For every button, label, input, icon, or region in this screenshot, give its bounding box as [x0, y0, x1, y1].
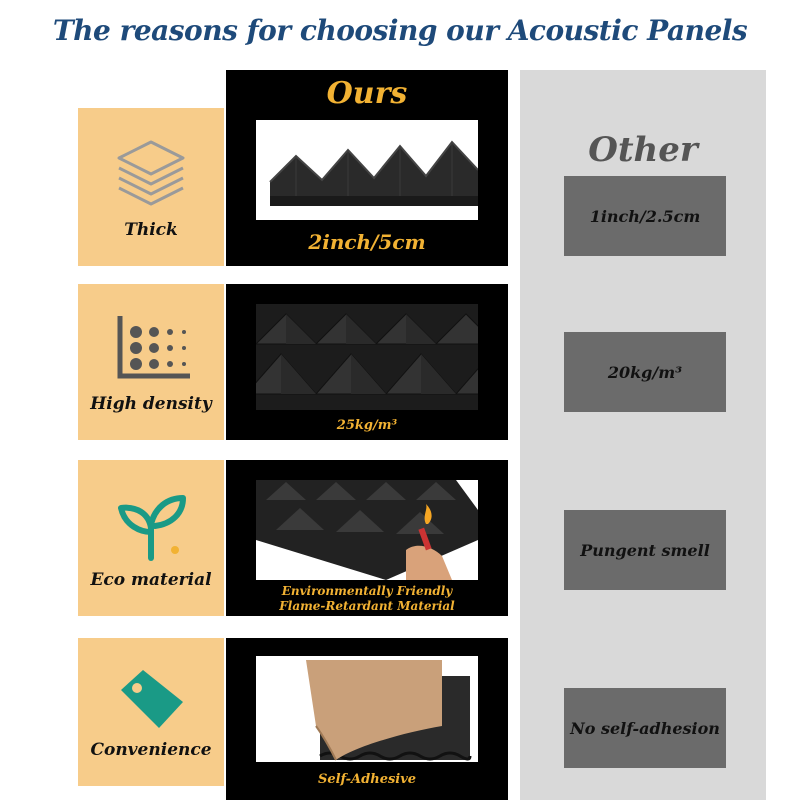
ours-panel-convenience — [226, 638, 508, 800]
other-value-thick: 1inch/2.5cm — [564, 176, 726, 256]
other-value-eco: Pungent smell — [564, 510, 726, 590]
other-value-density: 20kg/m³ — [564, 332, 726, 412]
feature-thick — [78, 108, 224, 266]
ours-value: 25kg/m³ — [336, 418, 398, 433]
ours-value-line-1: Environmentally Friendly — [281, 584, 453, 598]
other-value-convenience: No self-adhesion — [564, 688, 726, 768]
ours-panel-eco — [226, 460, 508, 616]
ours-value-eco — [226, 584, 508, 614]
ours-heading: Ours — [326, 76, 408, 111]
foam-thick-image — [256, 120, 478, 220]
dot-grid-icon — [78, 310, 224, 390]
feature-convenience — [78, 638, 224, 786]
feature-label: High density — [90, 394, 212, 414]
ours-value: 2inch/5cm — [308, 230, 426, 254]
foam-density-image — [256, 304, 478, 410]
other-heading: Other — [588, 130, 698, 170]
tag-icon — [78, 664, 224, 734]
ours-value-line-2: Flame-Retardant Material — [279, 599, 455, 613]
feature-label: Thick — [124, 220, 178, 240]
foam-adhesive-image — [256, 656, 478, 762]
feature-eco-material — [78, 460, 224, 616]
feature-label: Convenience — [90, 740, 212, 760]
ours-panel-density — [226, 284, 508, 440]
foam-eco-image — [256, 480, 478, 580]
feature-high-density — [78, 284, 224, 440]
sprout-icon — [78, 486, 224, 566]
layers-icon — [78, 134, 224, 214]
feature-label: Eco material — [90, 570, 212, 590]
ours-value: Self-Adhesive — [317, 772, 417, 787]
page-title: The reasons for choosing our Acoustic Panels — [52, 14, 748, 47]
